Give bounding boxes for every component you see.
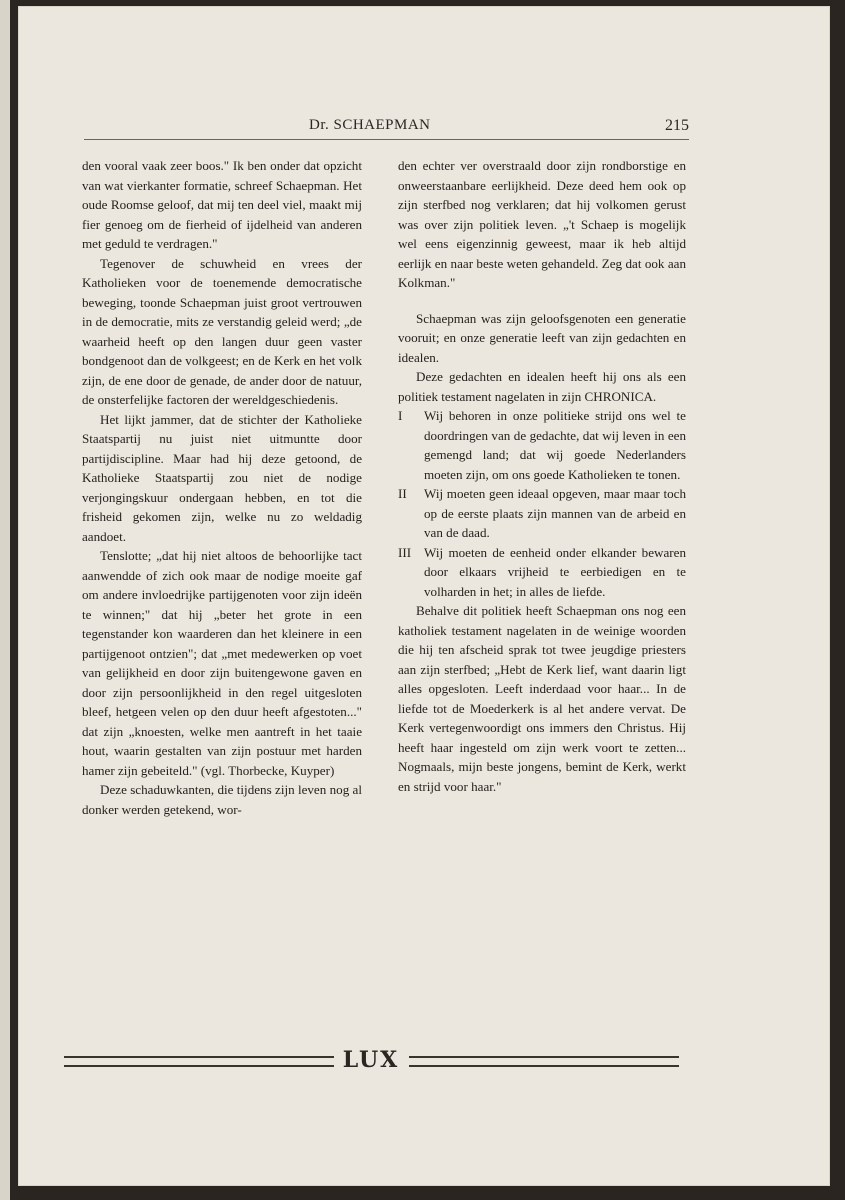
paragraph: Schaepman was zijn geloofsgenoten een generatie vooruit; en onze generatie leeft van zijn gedachten en idealen. — [398, 310, 686, 365]
adjacent-page-edge — [0, 0, 10, 1200]
left-column — [82, 156, 362, 819]
paragraph: den echter ver overstraald door zijn rondborstige en onweerstaanbare eerlijkheid. Deze deed hem ook op zijn sterfbed nog verklaren; dat hij volkomen gerust was over zijn politiek leven. „'t Schaep is mogelijk wel eens eigenzinnig geweest, maar ik heb altijd eerlijk en naar beste weten gehandeld. Zeg dat ook aan Kolkman." — [398, 158, 686, 290]
paragraph: Tenslotte; „dat hij niet altoos de behoorlijke tact aanwendde of zich ook maar de nodige moeite gaf om andere invloedrijke partijgenoten voor zijn ideën te winnen;" dat hij „beter het grote in een tegenstander kon waarderen dan het kleinere in een partijgenoot ontzien"; dat „met medewerken op voet van gelijkheid en door zijn buitengewone gaven en door zijn persoonlijkheid in den regel uitgesloten bleef, hetgeen velen op den duur heeft afgestoten..." dat zijn „knoesten, welke men aantreft in het taaie hout, waarin gestalten van zijn postuur met harden hamer zijn gebeiteld." (vgl. Thorbecke, Kuyper) — [82, 548, 362, 778]
footer-rule-left — [64, 1056, 334, 1067]
paragraph: Deze gedachten en idealen heeft hij ons als een politiek testament nagelaten in zijn CHRONICA. — [398, 369, 686, 404]
list-item — [398, 406, 686, 484]
paragraph: den vooral vaak zeer boos." Ik ben onder dat opzicht van wat vierkanter formatie, schreef Schaepman. Het oude Roomse geloof, dat mij ten deel viel, maakt mij fier genoeg om de fierheid of ijdelheid van anderen met geduld te verdragen." — [82, 158, 362, 251]
lux-logo: LUX — [342, 1047, 400, 1073]
header-rule — [84, 139, 689, 140]
page-header — [84, 117, 689, 147]
page-footer — [64, 1047, 679, 1073]
list-item-text: Wij moeten geen ideaal opgeven, maar maar toch op de eerste plaats zijn mannen van de arbeid en van de daad. — [424, 486, 686, 540]
list-item — [398, 543, 686, 602]
paragraph: Tegenover de schuwheid en vrees der Katholieken voor de toenemende democratische beweging, toonde Schaepman juist groot vertrouwen in de democratie, mits ze verstandig geleid werd; „de waarheid heeft op den langen duur geen vaster bondgenoot dan de volkgeest; en de Kerk en het volk zijn, de ene door de genade, de ander door de natuur, de onsterfelijke factoren der wereldgeschiedenis. — [82, 255, 362, 407]
footer-rule-right — [409, 1056, 679, 1067]
list-item-text: Wij behoren in onze politieke strijd ons wel te doordringen van de gedachte, dat wij leven in een gemengd land; dat wij goede Nederlanders moeten zijn, om ons goede Katholieken te tonen. — [424, 408, 686, 482]
list-item-number: II — [398, 486, 407, 501]
list-item-text: Wij moeten de eenheid onder elkander bewaren door elkaars vrijheid te eerbiedigen en te volharden in het; in alles de liefde. — [424, 544, 686, 599]
list-item-number: I — [398, 408, 403, 423]
right-column — [398, 156, 686, 796]
paragraph: Behalve dit politiek heeft Schaepman ons nog een katholiek testament nagelaten in de weinige woorden die hij ten afscheid sprak tot twee jeugdige priesters aan zijn sterfbed; „Hebt de Kerk lief, want daarin ligt alles opgesloten. Leeft inderdaad voor haar... In de liefde tot de Moederkerk is al het andere vervat. De Kerk vertegenwoordigt ons immers den Christus. Hij heeft haar ingesteld om zijn werk voort te zetten... Nogmaals, mijn beste jongens, bemint de Kerk, werkt en strijd voor haar." — [398, 603, 686, 794]
list-item-number: III — [398, 544, 412, 560]
paragraph: Deze schaduwkanten, die tijdens zijn leven nog al donker werden getekend, wor- — [82, 782, 362, 817]
running-title: Dr. SCHAEPMAN — [309, 117, 431, 133]
paragraph: Het lijkt jammer, dat de stichter der Katholieke Staatspartij nu juist niet uitmuntte door partijdiscipline. Maar had hij deze getoond, de Katholieke Staatspartij zou niet de nodige verjongingskuur ondergaan hebben, en tot die frisheid gekomen zijn, welke nu zo weldadig aandoet. — [82, 411, 362, 544]
page-number: 215 — [665, 117, 689, 134]
list-item — [398, 484, 686, 543]
